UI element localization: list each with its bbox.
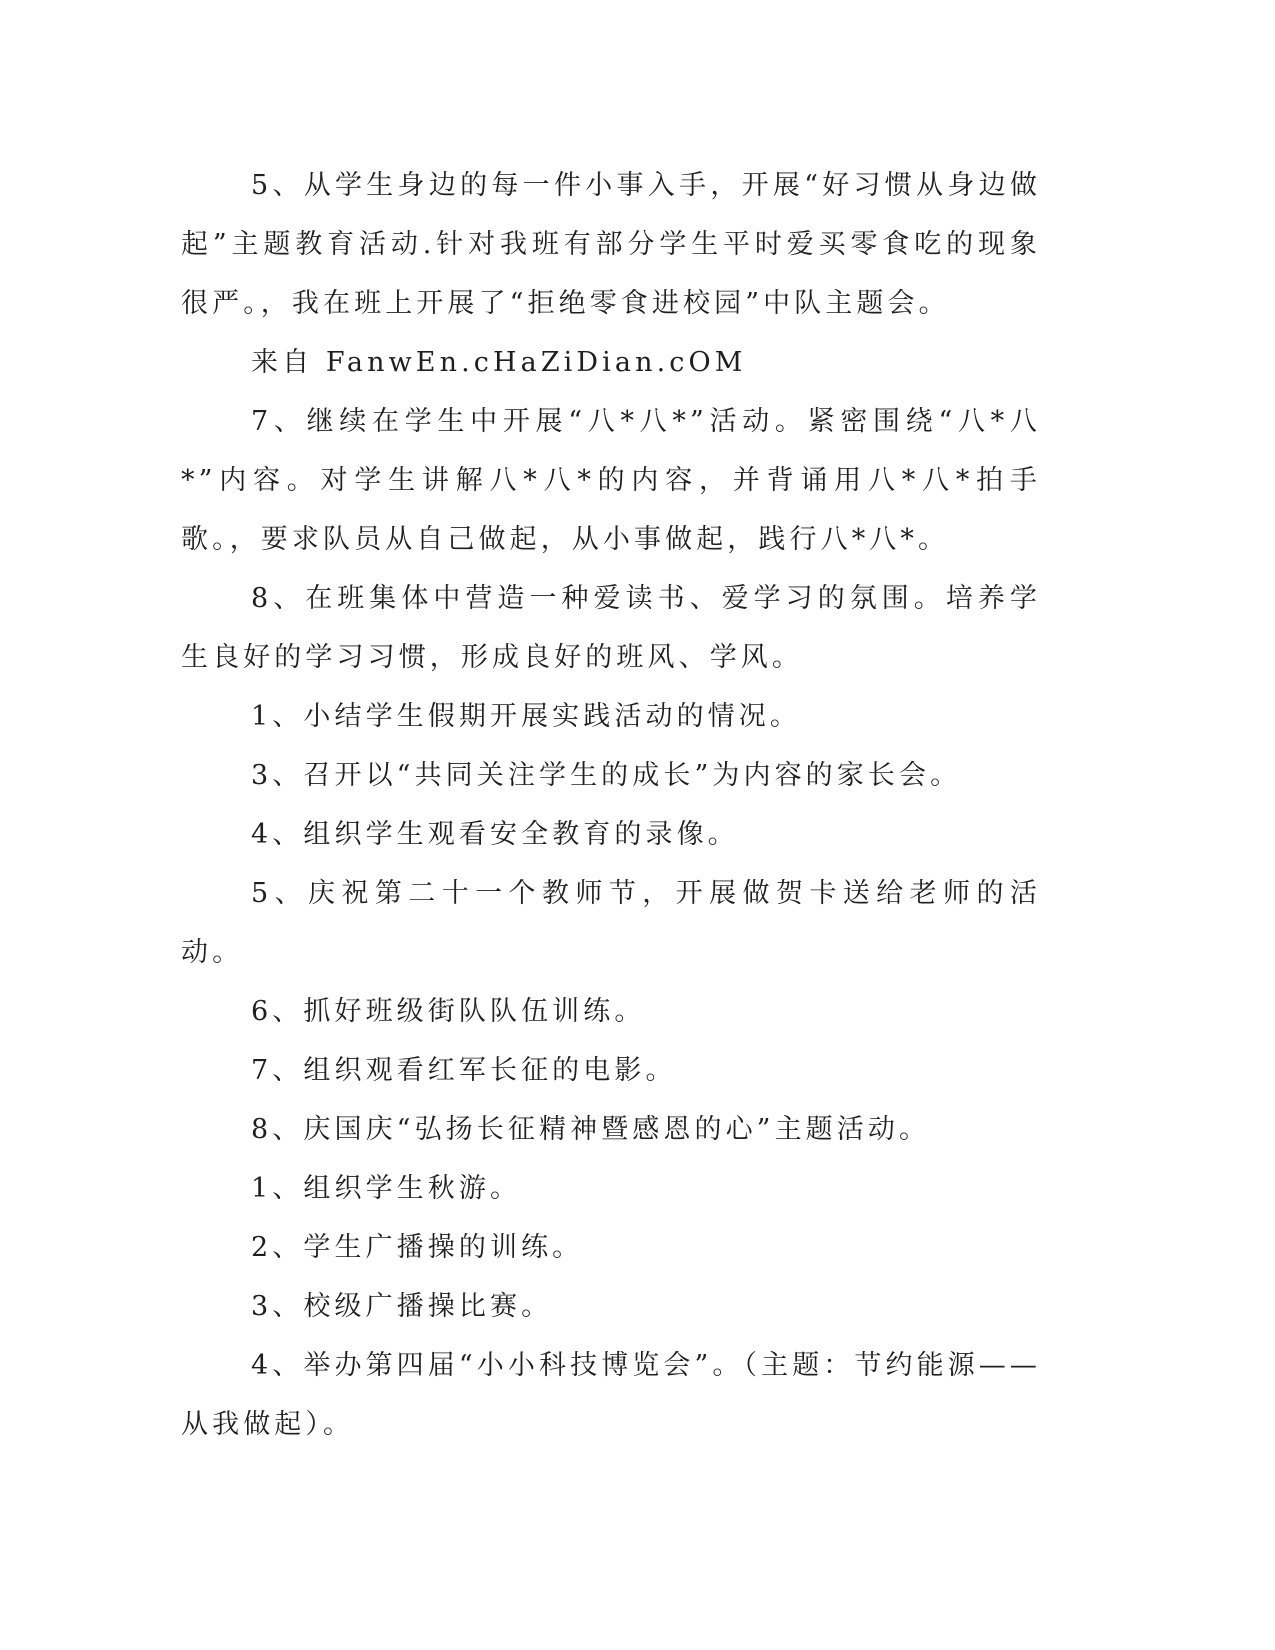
paragraph-2: 来自 FanwEn.cHaZiDian.cOM <box>251 347 747 378</box>
paragraph-14: 3、校级广播操比赛。 <box>251 1291 553 1322</box>
paragraph-12: 1、组织学生秋游。 <box>251 1173 522 1204</box>
paragraph-9: 6、抓好班级街队队伍训练。 <box>251 996 646 1027</box>
paragraph-1: 5、从学生身边的每一件小事入手，开展“好习惯从身边做起”主题教育活动.针对我班有部分学生平时爱买零食吃的现象很严。，我在班上开展了“拒绝零食进校园”中队主题会。 <box>181 170 1041 319</box>
paragraph-10: 7、组织观看红军长征的电影。 <box>251 1055 677 1086</box>
paragraph-8: 5、庆祝第二十一个教师节，开展做贺卡送给老师的活动。 <box>181 878 1041 968</box>
document-body <box>181 156 1041 1454</box>
paragraph-3: 7、继续在学生中开展“八*八*”活动。紧密围绕“八*八*”内容。对学生讲解八*八*的内容，并背诵用八*八*拍手歌。，要求队员从自己做起，从小事做起，践行八*八*。 <box>181 406 1041 555</box>
paragraph-13: 2、学生广播操的训练。 <box>251 1232 584 1263</box>
paragraph-7: 4、组织学生观看安全教育的录像。 <box>251 819 739 850</box>
paragraph-11: 8、庆国庆“弘扬长征精神暨感恩的心”主题活动。 <box>251 1114 931 1145</box>
paragraph-6: 3、召开以“共同关注学生的成长”为内容的家长会。 <box>251 760 962 791</box>
paragraph-15: 4、举办第四届“小小科技博览会”。（主题：节约能源——从我做起）。 <box>181 1350 1041 1440</box>
paragraph-4: 8、在班集体中营造一种爱读书、爱学习的氛围。培养学生良好的学习习惯，形成良好的班风、学风。 <box>181 583 1041 673</box>
paragraph-5: 1、小结学生假期开展实践活动的情况。 <box>251 701 801 732</box>
